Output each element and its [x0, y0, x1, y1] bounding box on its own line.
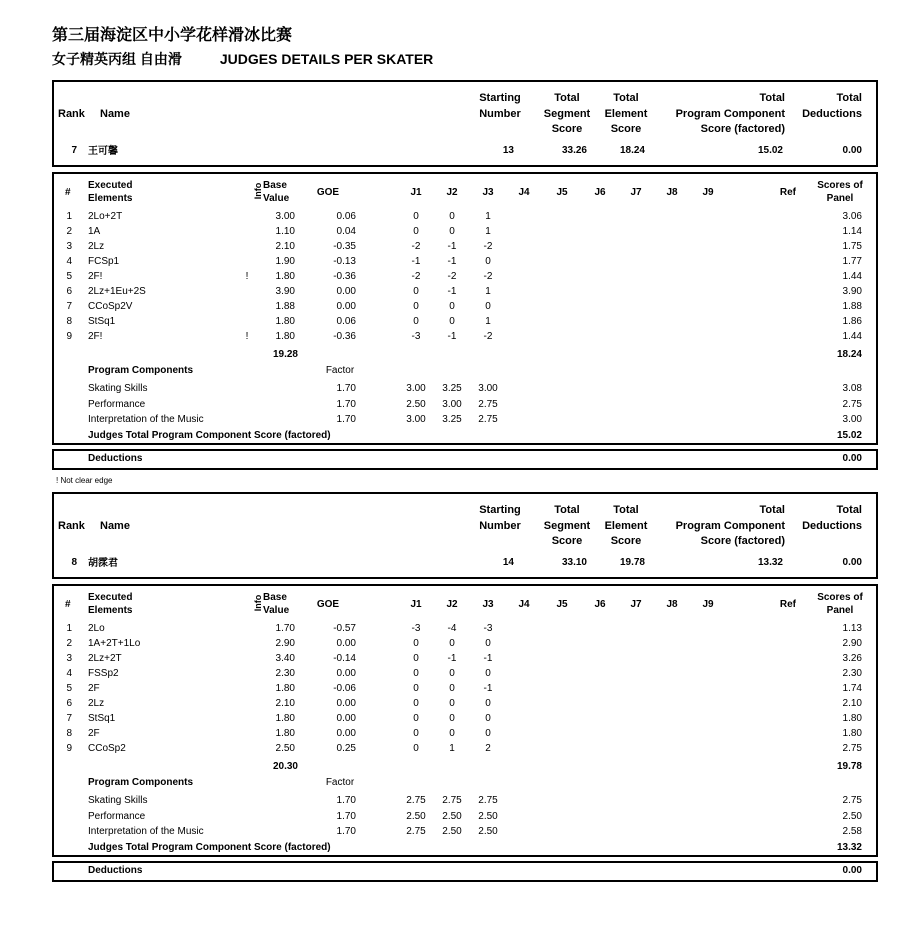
element-panel: 3.06	[842, 211, 862, 222]
deductions-box	[52, 861, 878, 882]
element-name: StSq1	[88, 713, 116, 724]
num-header: #	[65, 187, 71, 198]
base-header: Value	[263, 193, 290, 204]
element-base: 2.10	[275, 698, 295, 709]
total_deductions-header: Total	[836, 504, 862, 516]
element-name: 2F	[88, 728, 100, 739]
element-panel: 2.30	[842, 668, 862, 679]
component-judge-score: 3.00	[406, 414, 426, 425]
starting_number-header: Starting	[479, 504, 521, 516]
element-judge-score: 0	[413, 698, 419, 709]
element-name: 2Lz	[88, 698, 105, 709]
element-number: 8	[66, 728, 72, 739]
base-header: Value	[263, 605, 290, 616]
total_element-header: Total	[613, 92, 639, 104]
judges-total-label: Judges Total Program Component Score (factored)	[88, 430, 331, 441]
component-panel: 3.00	[842, 414, 862, 425]
total_element-header: Score	[610, 123, 642, 135]
element-judge-score: -1	[483, 683, 493, 694]
element-judge-score: 0	[449, 211, 455, 222]
judge-header-2: J2	[446, 187, 458, 198]
element-number: 4	[66, 668, 72, 679]
component-panel: 2.75	[842, 398, 862, 410]
page-subtitle	[52, 49, 433, 69]
factor-label: Factor	[325, 365, 355, 376]
element-judge-score: -2	[483, 271, 493, 282]
deductions-label: Deductions	[88, 865, 143, 876]
starting-number-value: 13	[502, 145, 514, 156]
element-number: 4	[66, 256, 72, 267]
total_segment-header: Segment	[543, 519, 591, 532]
element-panel: 1.44	[842, 331, 862, 342]
total_element-header: Score	[610, 535, 642, 547]
element-panel: 1.75	[842, 241, 862, 252]
total-program-value: 15.02	[757, 145, 783, 156]
component-panel: 3.08	[842, 383, 862, 394]
element-panel: 2.10	[842, 698, 862, 709]
starting_number-header: Number	[479, 107, 521, 120]
element-info: !	[245, 331, 249, 342]
component-factor: 1.70	[336, 398, 356, 410]
element-judge-score: 0	[413, 301, 419, 312]
total_deductions-header: Total	[836, 92, 862, 104]
component-factor: 1.70	[336, 826, 356, 837]
element-judge-score: 1	[485, 316, 491, 327]
element-judge-score: 1	[485, 226, 491, 237]
judge-header-2: J2	[446, 599, 458, 610]
component-judge-score: 3.00	[478, 383, 498, 394]
element-judge-score: -1	[447, 653, 457, 664]
element-base: 1.90	[275, 256, 295, 267]
program-components-label: Program Components	[88, 777, 194, 788]
judge-header-8: J8	[666, 187, 678, 198]
element-name: 2Lo	[88, 623, 105, 634]
element-panel: 1.86	[842, 316, 862, 327]
element-panel: 1.74	[842, 683, 862, 694]
element-judge-score: 0	[413, 316, 419, 327]
component-judge-score: 3.25	[442, 414, 462, 425]
total_element-header: Element	[604, 107, 648, 120]
element-base: 1.80	[275, 331, 295, 342]
total_program-header: Total	[759, 504, 785, 516]
element-judge-score: 0	[449, 638, 455, 649]
element-judge-score: -4	[447, 623, 457, 634]
component-name: Skating Skills	[88, 383, 148, 394]
name-header: Name	[100, 108, 130, 120]
executed-header: Executed	[88, 180, 133, 191]
skater-name: 胡霂君	[88, 558, 118, 569]
element-judge-score: -1	[447, 256, 457, 267]
starting_number-header: Starting	[479, 92, 521, 104]
component-judge-score: 2.50	[478, 810, 498, 822]
element-base: 1.80	[275, 271, 295, 282]
element-judge-score: 2	[485, 743, 491, 754]
element-judge-score: 0	[413, 286, 419, 297]
total_program-header: Program Component	[675, 107, 785, 120]
panel-header: Scores of	[817, 592, 863, 603]
element-name: FSSp2	[88, 668, 119, 679]
deductions-label: Deductions	[88, 453, 143, 464]
element-goe: 0.00	[336, 286, 356, 297]
rank-header: Rank	[58, 520, 85, 532]
element-number: 3	[66, 241, 72, 252]
element-judge-score: 0	[413, 638, 419, 649]
element-number: 3	[66, 653, 72, 664]
element-base: 3.40	[275, 653, 295, 664]
element-panel: 1.44	[842, 271, 862, 282]
element-judge-score: 0	[413, 653, 419, 664]
skater-name: 王可馨	[88, 146, 118, 157]
total-element-value: 18.24	[619, 145, 645, 156]
element-judge-score: -3	[483, 623, 493, 634]
element-judge-score: 0	[485, 638, 491, 649]
element-panel: 1.80	[842, 728, 862, 739]
element-name: StSq1	[88, 316, 116, 327]
component-name: Performance	[88, 398, 146, 410]
total-element-value: 19.78	[619, 557, 645, 568]
component-judge-score: 3.25	[442, 383, 462, 394]
judge-header-6: J6	[594, 599, 606, 610]
element-judge-score: -2	[411, 241, 421, 252]
component-panel: 2.50	[842, 810, 862, 822]
component-judge-score: 2.75	[478, 398, 498, 410]
element-name: 2F!	[88, 271, 103, 282]
element-base: 1.80	[275, 713, 295, 724]
element-judge-score: 0	[413, 683, 419, 694]
element-base: 2.50	[275, 743, 295, 754]
element-goe: 0.25	[336, 743, 356, 754]
panel-total: 18.24	[836, 349, 862, 360]
ref-header: Ref	[779, 599, 796, 610]
element-base: 2.10	[275, 241, 295, 252]
element-goe: 0.06	[336, 316, 356, 327]
element-number: 6	[66, 286, 72, 297]
element-judge-score: -3	[411, 331, 421, 342]
judge-header-6: J6	[594, 187, 606, 198]
total_segment-header: Score	[551, 535, 583, 547]
base-header: Base	[263, 592, 287, 603]
element-judge-score: 0	[485, 713, 491, 724]
element-goe: 0.06	[336, 211, 356, 222]
base-total: 19.28	[272, 349, 298, 360]
element-goe: 0.00	[336, 301, 356, 312]
element-number: 7	[66, 713, 72, 724]
element-base: 2.30	[275, 668, 295, 679]
element-goe: 0.00	[336, 698, 356, 709]
panel-header: Panel	[826, 193, 854, 204]
element-base: 3.00	[275, 211, 295, 222]
element-panel: 2.75	[842, 743, 862, 754]
element-name: 2Lz	[88, 241, 105, 252]
info-header: Info	[253, 594, 263, 612]
element-name: CCoSp2V	[88, 301, 133, 312]
element-name: 1A	[88, 226, 101, 237]
judge-header-5: J5	[556, 187, 568, 198]
total-program-value: 13.32	[757, 557, 783, 568]
element-name: 2F!	[88, 331, 103, 342]
rank-value: 8	[71, 557, 77, 568]
component-factor: 1.70	[336, 810, 356, 822]
component-judge-score: 2.75	[478, 414, 498, 425]
element-name: CCoSp2	[88, 743, 126, 754]
element-judge-score: 0	[413, 668, 419, 679]
judge-header-7: J7	[630, 187, 642, 198]
goe-header: GOE	[316, 599, 340, 610]
element-judge-score: 1	[485, 211, 491, 222]
judge-header-9: J9	[702, 187, 714, 198]
starting-number-value: 14	[502, 557, 514, 568]
total-segment-value: 33.26	[561, 145, 587, 156]
element-base: 3.90	[275, 286, 295, 297]
total_deductions-header: Deductions	[802, 107, 862, 120]
total_program-header: Total	[759, 92, 785, 104]
element-goe: 0.00	[336, 638, 356, 649]
ref-header: Ref	[779, 187, 796, 198]
element-number: 6	[66, 698, 72, 709]
element-goe: 0.00	[336, 713, 356, 724]
element-judge-score: -1	[483, 653, 493, 664]
category-label: 女子精英丙组 自由滑	[52, 51, 182, 67]
component-factor: 1.70	[336, 795, 356, 806]
element-judge-score: 0	[485, 301, 491, 312]
element-judge-score: 0	[485, 728, 491, 739]
element-judge-score: 0	[485, 668, 491, 679]
component-judge-score: 2.75	[406, 826, 426, 837]
total_segment-header: Total	[554, 504, 580, 516]
element-judge-score: -2	[483, 331, 493, 342]
element-base: 1.80	[275, 316, 295, 327]
element-number: 5	[66, 271, 72, 282]
judge-header-9: J9	[702, 599, 714, 610]
page-title: 第三届海淀区中小学花样滑冰比赛	[52, 27, 293, 44]
element-judge-score: 0	[449, 713, 455, 724]
component-name: Interpretation of the Music	[88, 826, 204, 837]
judge-header-3: J3	[482, 187, 494, 198]
element-number: 9	[66, 743, 72, 754]
element-panel: 1.13	[842, 623, 862, 634]
element-judge-score: -1	[411, 256, 421, 267]
element-panel: 3.26	[842, 653, 862, 664]
element-number: 2	[66, 638, 72, 649]
element-judge-score: 0	[449, 316, 455, 327]
element-judge-score: 0	[413, 743, 419, 754]
component-judge-score: 2.50	[406, 810, 426, 822]
element-panel: 1.88	[842, 301, 862, 312]
element-judge-score: 0	[413, 728, 419, 739]
total_element-header: Element	[604, 519, 648, 532]
element-judge-score: 0	[449, 301, 455, 312]
element-number: 2	[66, 226, 72, 237]
element-base: 1.70	[275, 623, 295, 634]
element-judge-score: 1	[449, 743, 455, 754]
component-factor: 1.70	[336, 383, 356, 394]
component-judge-score: 2.50	[406, 398, 426, 410]
element-judge-score: -1	[447, 331, 457, 342]
element-judge-score: 0	[413, 713, 419, 724]
total-deductions-value: 0.00	[842, 145, 862, 156]
total_segment-header: Total	[554, 92, 580, 104]
executed-header: Elements	[88, 193, 133, 204]
element-panel: 1.77	[842, 256, 862, 267]
element-judge-score: 1	[485, 286, 491, 297]
element-name: 1A+2T+1Lo	[88, 638, 141, 649]
num-header: #	[65, 599, 71, 610]
judge-header-5: J5	[556, 599, 568, 610]
element-judge-score: 0	[449, 226, 455, 237]
judge-header-7: J7	[630, 599, 642, 610]
component-judge-score: 2.50	[478, 826, 498, 837]
element-name: 2Lo+2T	[88, 211, 123, 222]
judges-total-label: Judges Total Program Component Score (factored)	[88, 842, 331, 853]
element-panel: 1.80	[842, 713, 862, 724]
element-panel: 2.90	[842, 638, 862, 649]
deductions-value: 0.00	[842, 865, 862, 876]
element-judge-score: 0	[449, 728, 455, 739]
element-number: 8	[66, 316, 72, 327]
element-number: 7	[66, 301, 72, 312]
component-name: Performance	[88, 810, 146, 822]
element-base: 1.80	[275, 728, 295, 739]
element-info: !	[245, 271, 249, 282]
judge-header-4: J4	[518, 599, 530, 610]
element-goe: 0.00	[336, 728, 356, 739]
judge-header-8: J8	[666, 599, 678, 610]
judge-header-3: J3	[482, 599, 494, 610]
starting_number-header: Number	[479, 519, 521, 532]
element-judge-score: 0	[413, 226, 419, 237]
element-goe: -0.14	[333, 653, 356, 664]
total_program-header: Score (factored)	[700, 123, 785, 135]
element-name: FCSp1	[88, 256, 120, 267]
panel-total: 19.78	[836, 761, 862, 772]
report-label: JUDGES DETAILS PER SKATER	[219, 51, 434, 67]
total_element-header: Total	[613, 504, 639, 516]
element-judge-score: 0	[485, 256, 491, 267]
executed-header: Executed	[88, 592, 133, 603]
judge-header-4: J4	[518, 187, 530, 198]
component-panel: 2.75	[842, 795, 862, 806]
element-judge-score: -2	[483, 241, 493, 252]
panel-header: Scores of	[817, 180, 863, 191]
base-header: Base	[263, 180, 287, 191]
element-goe: -0.13	[333, 256, 356, 267]
name-header: Name	[100, 520, 130, 532]
element-judge-score: -2	[411, 271, 421, 282]
element-judge-score: -1	[447, 241, 457, 252]
total-segment-value: 33.10	[561, 557, 587, 568]
total_segment-header: Score	[551, 123, 583, 135]
total_segment-header: Segment	[543, 107, 591, 120]
component-judge-score: 3.00	[406, 383, 426, 394]
element-number: 1	[66, 211, 72, 222]
element-base: 1.10	[275, 226, 295, 237]
element-goe: 0.00	[336, 668, 356, 679]
element-number: 5	[66, 683, 72, 694]
factor-label: Factor	[325, 777, 355, 788]
component-name: Interpretation of the Music	[88, 414, 204, 425]
element-name: 2F	[88, 683, 100, 694]
element-judge-score: -3	[411, 623, 421, 634]
component-judge-score: 2.75	[406, 795, 426, 806]
element-base: 1.80	[275, 683, 295, 694]
panel-header: Panel	[826, 605, 854, 616]
element-judge-score: -2	[447, 271, 457, 282]
judge-header-1: J1	[410, 187, 422, 198]
element-judge-score: 0	[449, 668, 455, 679]
info-header: Info	[253, 182, 263, 200]
element-judge-score: 0	[413, 211, 419, 222]
element-panel: 3.90	[842, 286, 862, 297]
element-goe: -0.06	[333, 683, 356, 694]
component-panel: 2.58	[842, 826, 862, 837]
total-deductions-value: 0.00	[842, 557, 862, 568]
element-number: 9	[66, 331, 72, 342]
deductions-value: 0.00	[842, 453, 862, 464]
judges-total-value: 13.32	[836, 842, 862, 853]
element-goe: -0.36	[333, 331, 356, 342]
judges-total-value: 15.02	[836, 430, 862, 441]
deductions-box	[52, 449, 878, 470]
element-number: 1	[66, 623, 72, 634]
element-name: 2Lz+1Eu+2S	[88, 286, 146, 297]
element-goe: -0.36	[333, 271, 356, 282]
element-base: 1.88	[275, 301, 295, 312]
rank-header: Rank	[58, 108, 85, 120]
element-panel: 1.14	[842, 226, 862, 237]
component-factor: 1.70	[336, 414, 356, 425]
component-judge-score: 2.50	[442, 826, 462, 837]
footnote: ! Not clear edge	[56, 476, 113, 485]
component-judge-score: 2.75	[442, 795, 462, 806]
total_program-header: Score (factored)	[700, 535, 785, 547]
program-components-label: Program Components	[88, 365, 194, 376]
total_program-header: Program Component	[675, 519, 785, 532]
element-goe: -0.35	[333, 241, 356, 252]
rank-value: 7	[71, 145, 77, 156]
element-base: 2.90	[275, 638, 295, 649]
total_deductions-header: Deductions	[802, 519, 862, 532]
element-judge-score: 0	[449, 683, 455, 694]
element-name: 2Lz+2T	[88, 653, 122, 664]
component-judge-score: 2.75	[478, 795, 498, 806]
element-judge-score: 0	[449, 698, 455, 709]
element-goe: 0.04	[336, 226, 356, 237]
component-judge-score: 3.00	[442, 398, 462, 410]
element-goe: -0.57	[333, 623, 356, 634]
goe-header: GOE	[316, 187, 340, 198]
base-total: 20.30	[272, 761, 298, 772]
element-judge-score: -1	[447, 286, 457, 297]
judge-header-1: J1	[410, 599, 422, 610]
executed-header: Elements	[88, 605, 133, 616]
component-name: Skating Skills	[88, 795, 148, 806]
component-judge-score: 2.50	[442, 810, 462, 822]
element-judge-score: 0	[485, 698, 491, 709]
